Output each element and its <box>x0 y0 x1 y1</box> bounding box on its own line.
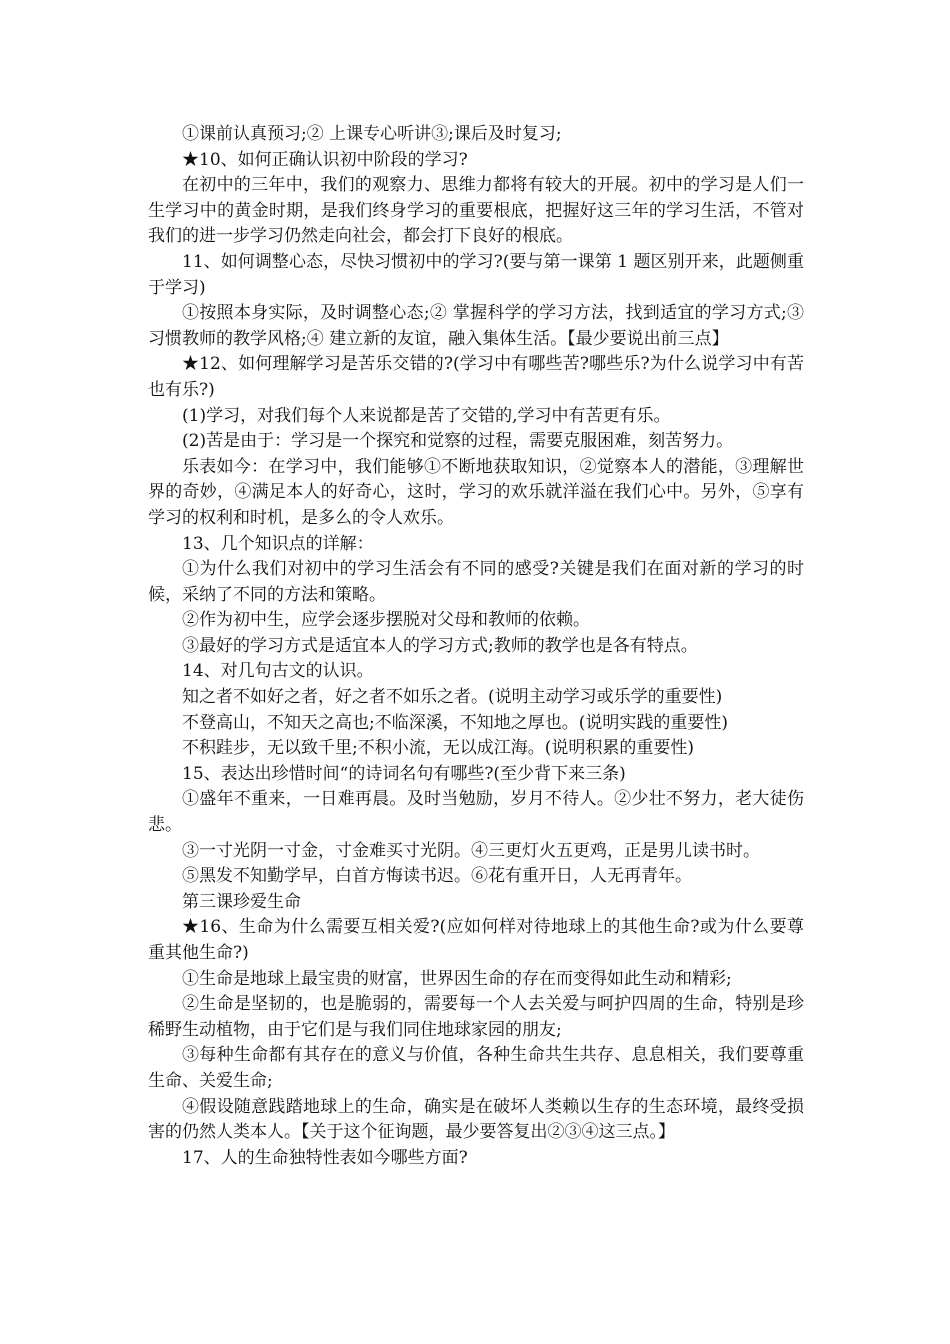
document-body <box>148 122 804 1171</box>
paragraph: 知之者不如好之者，好之者不如乐之者。(说明主动学习或乐学的重要性) <box>182 687 723 708</box>
paragraph: ⑤黑发不知勤学早，白首方悔读书迟。⑥花有重开日，人无再青年。 <box>182 866 692 887</box>
lesson-heading: 第三课珍爱生命 <box>182 891 301 912</box>
paragraph: ①课前认真预习;② 上课专心听讲③;课后及时复习; <box>182 124 562 144</box>
question-heading: 11、如何调整心态，尽快习惯初中的学习?(要与第一课第 1 题区别开来，此题侧重于学习) <box>148 251 804 298</box>
paragraph: ①生命是地球上最宝贵的财富，世界因生命的存在而变得如此生动和精彩; <box>182 968 732 989</box>
paragraph: 在初中的三年中，我们的观察力、思维力都将有较大的开展。初中的学习是人们一生学习中的黄金时期，是我们终身学习的重要根底，把握好这三年的学习生活，不管对我们的进一步学习仍然走向社会，都会打下良好的根底。 <box>148 175 804 247</box>
paragraph: ②生命是坚韧的，也是脆弱的，需要每一个人去关爱与呵护四周的生命，特别是珍稀野生动植物，由于它们是与我们同住地球家园的朋友; <box>148 994 804 1040</box>
paragraph: ①为什么我们对初中的学习生活会有不同的感受?关键是我们在面对新的学习的时候，采纳了不同的方法和策略。 <box>148 559 804 605</box>
paragraph: (1)学习，对我们每个人来说都是苦了交错的,学习中有苦更有乐。 <box>182 405 671 426</box>
paragraph: ①按照本身实际，及时调整心态;② 掌握科学的学习方法，找到适宜的学习方式;③ 习惯教师的教学风格;④ 建立新的友谊，融入集体生活。【最少要说出前三点】 <box>148 303 804 349</box>
paragraph: 乐表如今：在学习中，我们能够①不断地获取知识，②觉察本人的潜能，③理解世界的奇妙，④满足本人的好奇心，这时，学习的欢乐就洋溢在我们心中。另外，⑤享有学习的权利和时机，是多么的令人欢乐。 <box>148 456 804 528</box>
paragraph: ②作为初中生，应学会逐步摆脱对父母和教师的依赖。 <box>182 610 590 631</box>
paragraph: ③一寸光阴一寸金，寸金难买寸光阴。④三更灯火五更鸡，正是男儿读书时。 <box>182 840 760 861</box>
question-heading: 15、表达出珍惜时间“的诗词名句有哪些?(至少背下来三条) <box>182 763 626 784</box>
question-heading: 17、人的生命独特性表如今哪些方面? <box>182 1147 468 1168</box>
paragraph: ③每种生命都有其存在的意义与价值，各种生命共生共存、息息相关，我们要尊重生命、关爱生命; <box>148 1045 804 1091</box>
question-heading: 13、几个知识点的详解： <box>182 533 374 554</box>
question-heading: ★12、如何理解学习是苦乐交错的?(学习中有哪些苦?哪些乐?为什么说学习中有苦也有乐?) <box>148 354 804 400</box>
paragraph: 不登高山，不知天之高也;不临深溪，不知地之厚也。(说明实践的重要性) <box>182 712 728 733</box>
paragraph: 不积跬步，无以致千里;不积小流，无以成江海。(说明积累的重要性) <box>182 738 694 759</box>
question-heading: 14、对几句古文的认识。 <box>182 661 374 682</box>
paragraph: ④假设随意践踏地球上的生命，确实是在破坏人类赖以生存的生态环境，最终受损害的仍然人类本人。【关于这个征询题，最少要答复出②③④这三点。】 <box>148 1096 804 1143</box>
paragraph: ③最好的学习方式是适宜本人的学习方式;教师的教学也是各有特点。 <box>182 635 698 656</box>
paragraph: (2)苦是由于：学习是一个探究和觉察的过程，需要克服困难，刻苦努力。 <box>182 431 734 452</box>
question-heading: ★10、如何正确认识初中阶段的学习? <box>182 149 468 170</box>
paragraph: ①盛年不重来，一日难再晨。及时当勉励，岁月不待人。②少壮不努力，老大徒伤悲。 <box>148 789 804 836</box>
question-heading: ★16、生命为什么需要互相关爱?(应如何样对待地球上的其他生命?或为什么要尊重其他生命?) <box>148 917 804 963</box>
